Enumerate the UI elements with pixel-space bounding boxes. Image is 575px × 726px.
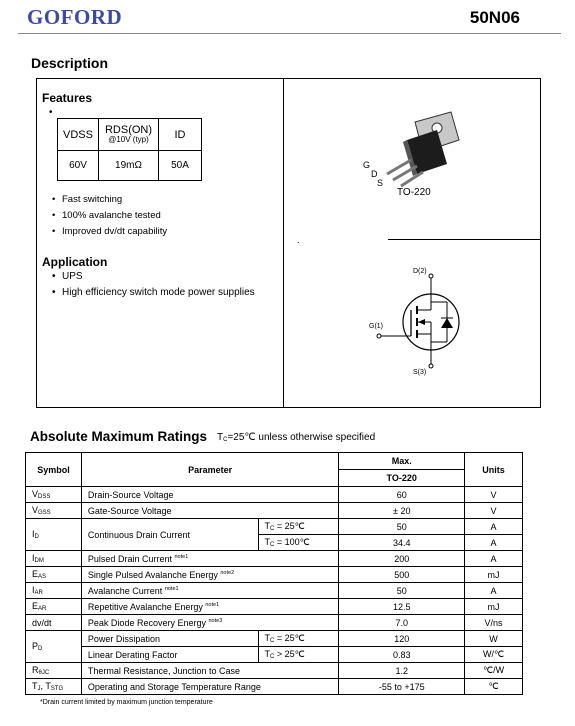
row-condition: $T_C$ = 25℃	[258, 631, 339, 647]
row-parameter: Repetitive Avalanche Energy $^{note1}$	[81, 599, 338, 615]
row-parameter: Avalanche Current $^{note1}$	[81, 583, 338, 599]
row-symbol: dv/dt	[26, 615, 82, 631]
spec-value-id: 50A	[159, 151, 202, 181]
table-row	[26, 647, 523, 663]
application-item: • High efficiency switch mode power supplies	[48, 287, 255, 303]
mosfet-schematic	[365, 262, 475, 380]
row-unit: ℃/W	[465, 663, 523, 679]
description-horizontal-divider	[388, 239, 540, 240]
row-value: 7.0	[339, 615, 465, 631]
row-parameter: Operating and Storage Temperature Range	[81, 679, 338, 695]
application-list	[48, 271, 255, 303]
row-value: 50	[339, 583, 465, 599]
row-symbol: $E_{AR}$	[26, 599, 82, 615]
row-unit: A	[465, 519, 523, 535]
row-value: ± 20	[339, 503, 465, 519]
row-value: 200	[339, 551, 465, 567]
row-unit: V/ns	[465, 615, 523, 631]
row-symbol: $I_D$	[26, 519, 82, 551]
row-symbol: $V_{DSS}$	[26, 487, 82, 503]
to220-package-image	[355, 100, 475, 200]
row-unit: V	[465, 503, 523, 519]
pin-g-label: G	[363, 160, 371, 170]
row-symbol: $P_D$	[26, 631, 82, 663]
row-value: 1.2	[339, 663, 465, 679]
spec-value-rds: 19mΩ	[99, 151, 159, 181]
source-label: S(3)	[413, 369, 427, 376]
description-vertical-divider	[283, 78, 284, 408]
drain-label: D(2)	[413, 268, 427, 275]
table-row	[26, 583, 523, 599]
row-value: -55 to +175	[339, 679, 465, 695]
header-package: TO-220	[339, 470, 465, 487]
row-value: 34.4	[339, 535, 465, 551]
row-unit: mJ	[465, 599, 523, 615]
header-parameter: Parameter	[81, 453, 338, 487]
header-max: Max.	[339, 453, 465, 470]
header-divider	[18, 33, 561, 34]
row-value: 0.83	[339, 647, 465, 663]
key-spec-table	[57, 118, 202, 181]
row-symbol: $V_{GSS}$	[26, 503, 82, 519]
row-parameter: Pulsed Drain Current $^{note1}$	[81, 551, 338, 567]
row-value: 50	[339, 519, 465, 535]
pin-d-label: D	[371, 169, 378, 179]
features-empty-bullet: •	[49, 107, 53, 118]
table-row	[26, 487, 523, 503]
application-heading: Application	[42, 255, 108, 269]
feature-item: • Fast switching	[48, 194, 167, 210]
spec-header-vdss: VDSS	[58, 119, 99, 151]
spec-header-rds: RDS(ON) @10V (typ)	[99, 119, 159, 151]
row-parameter: Peak Diode Recovery Energy $^{note3}$	[81, 615, 338, 631]
gate-label: G(1)	[369, 323, 383, 330]
row-symbol: $T_J$, $T_{STG}$	[26, 679, 82, 695]
row-unit: ℃	[465, 679, 523, 695]
stray-dot: .	[297, 235, 300, 245]
table-row	[26, 599, 523, 615]
description-heading: Description	[31, 55, 109, 71]
row-parameter: Gate-Source Voltage	[81, 503, 338, 519]
table-row	[26, 567, 523, 583]
row-symbol: $E_{AS}$	[26, 567, 82, 583]
brand-logo: GOFORD	[27, 5, 123, 29]
row-symbol: $R_{\theta JC}$	[26, 663, 82, 679]
row-unit: W	[465, 631, 523, 647]
footnote: *Drain current limited by maximum junction temperature	[40, 699, 213, 706]
row-condition: $T_C$ > 25℃	[258, 647, 339, 663]
feature-item: • 100% avalanche tested	[48, 210, 167, 226]
spec-header-id: ID	[159, 119, 202, 151]
row-unit: mJ	[465, 567, 523, 583]
row-value: 120	[339, 631, 465, 647]
application-item: • UPS	[48, 271, 255, 287]
spec-value-vdss: 60V	[58, 151, 99, 181]
table-row	[26, 519, 523, 535]
abs-max-ratings-table	[25, 452, 523, 695]
ratings-condition: $T_C=25℃$ unless otherwise specified	[217, 432, 376, 443]
row-condition: $T_C$ = 25℃	[258, 519, 339, 535]
table-row	[26, 615, 523, 631]
row-symbol: $I_{AR}$	[26, 583, 82, 599]
row-condition: $T_C$ = 100℃	[258, 535, 339, 551]
row-parameter: Continuous Drain Current	[81, 519, 258, 551]
row-unit: A	[465, 551, 523, 567]
table-row	[26, 551, 523, 567]
table-row	[26, 679, 523, 695]
row-symbol: $I_{DM}$	[26, 551, 82, 567]
part-number: 50N06	[469, 8, 520, 27]
features-list	[48, 194, 167, 242]
pin-s-label: S	[377, 178, 384, 188]
header-symbol: Symbol	[26, 453, 82, 487]
row-unit: A	[465, 535, 523, 551]
table-row	[26, 663, 523, 679]
row-unit: A	[465, 583, 523, 599]
row-parameter: Drain-Source Voltage	[81, 487, 338, 503]
table-row	[26, 503, 523, 519]
row-unit: W/℃	[465, 647, 523, 663]
abs-max-ratings-heading: Absolute Maximum Ratings	[30, 429, 208, 444]
row-parameter: Linear Derating Factor	[81, 647, 258, 663]
row-value: 60	[339, 487, 465, 503]
header-units: Units	[465, 453, 523, 487]
row-parameter: Single Pulsed Avalanche Energy $^{note2}$	[81, 567, 338, 583]
table-row	[26, 631, 523, 647]
row-parameter: Thermal Resistance, Junction to Case	[81, 663, 338, 679]
row-parameter: Power Dissipation	[81, 631, 258, 647]
package-label: TO-220	[397, 187, 431, 198]
row-value: 12.5	[339, 599, 465, 615]
feature-item: • Improved dv/dt capability	[48, 226, 167, 242]
row-unit: V	[465, 487, 523, 503]
features-heading: Features	[42, 91, 93, 105]
row-value: 500	[339, 567, 465, 583]
